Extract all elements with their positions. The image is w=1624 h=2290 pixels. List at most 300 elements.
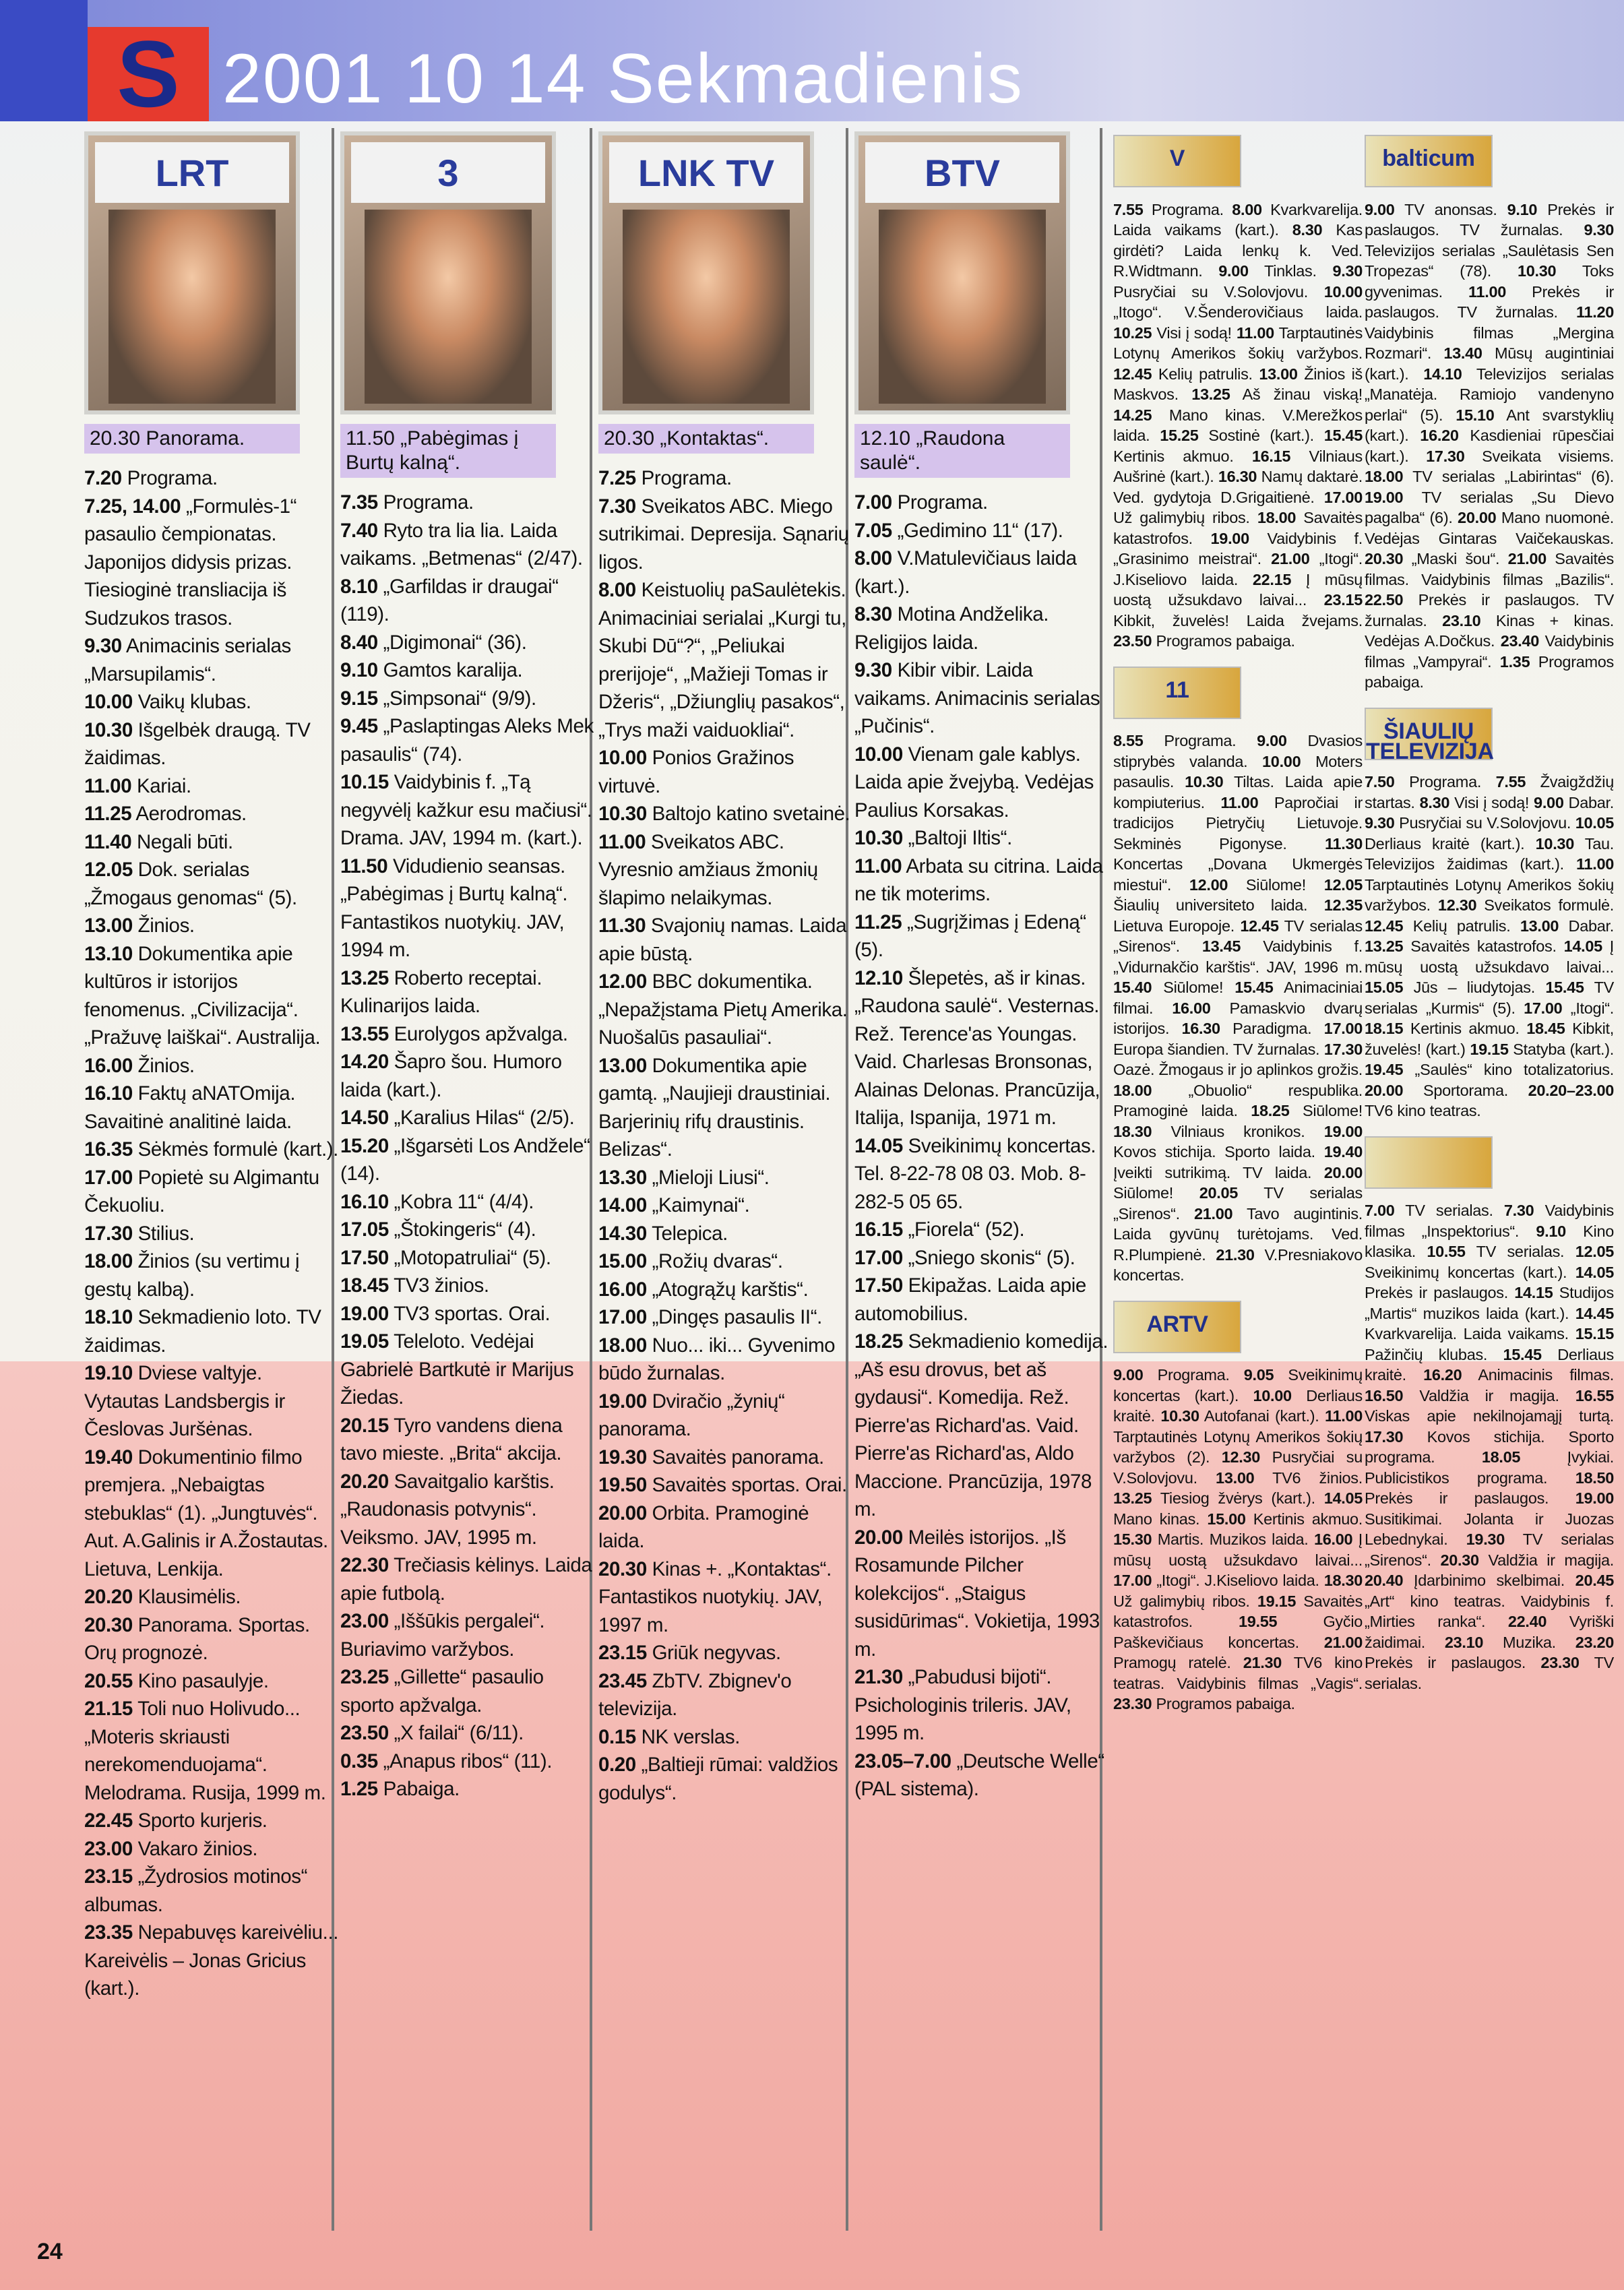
program-photo bbox=[879, 210, 1046, 404]
program-title: Visi į sodą! bbox=[1454, 793, 1530, 811]
channel-logo bbox=[1113, 135, 1241, 187]
program-entry bbox=[84, 1359, 340, 1444]
program-time: 20.45 bbox=[1575, 1572, 1614, 1589]
program-title: Savaitės panorama. bbox=[652, 1446, 824, 1468]
program-time: 8.30 bbox=[854, 603, 892, 625]
program-title: V.Presniakovo koncertas. bbox=[1113, 1245, 1363, 1284]
program-title: Keistuolių paSaulėtekis. Animaciniai serialai „Kurgi tu, Skubi Dū“?“, „Peliukai prerijoje“, „Mažieji Tomas ir Džeris“, „Džiunglių pasakos“, „Trys maži vaiduokliai“. bbox=[598, 579, 846, 741]
program-title: Mano kinas. V.Merežkos laida. bbox=[1113, 406, 1363, 444]
program-entry bbox=[84, 1611, 340, 1667]
program-title: Kibir vibir. Laida vaikams. Animacinis serialas „Pučinis“. bbox=[854, 659, 1100, 737]
program-title: TV serialas „Labirintas“ (6). bbox=[1412, 468, 1614, 485]
program-entry bbox=[84, 1919, 340, 2003]
program-list bbox=[340, 489, 596, 1803]
program-time: 23.00 bbox=[340, 1610, 389, 1632]
program-title: Sveikata visiems. bbox=[1482, 447, 1615, 465]
program-time: 11.25 bbox=[854, 910, 902, 933]
program-time: 20.00 bbox=[854, 1526, 903, 1549]
channel-logo-text: V bbox=[1169, 146, 1185, 171]
program-time: 8.40 bbox=[340, 631, 378, 654]
program-title: Meilės istorijos. „Iš Rosamunde Pilcher kolekcijos“. „Staigus susidūrimas“. Vokietija, 1993 m. bbox=[854, 1526, 1100, 1661]
program-time: 15.20 bbox=[340, 1134, 389, 1157]
program-title: Popietė su Algimantu Čekuoliu. bbox=[84, 1166, 319, 1216]
program-title: „Deutsche Welle“ (PAL sistema). bbox=[854, 1750, 1104, 1800]
program-title: Vaidybinis filmas „Inspektorius“. bbox=[1365, 1202, 1615, 1240]
program-time: 17.00 bbox=[1113, 1572, 1152, 1589]
program-time: 1.25 bbox=[340, 1778, 378, 1800]
program-entry bbox=[84, 912, 340, 940]
program-title: Nepabuvęs kareivėliu... Kareivėlis – Jonas Gricius (kart.). bbox=[84, 1921, 339, 2000]
program-time: 13.10 bbox=[84, 942, 133, 965]
program-time: 13.25 bbox=[340, 966, 389, 989]
program-time: 10.30 bbox=[1518, 262, 1557, 280]
program-time: 15.45 bbox=[1545, 979, 1584, 996]
program-time: 12.45 bbox=[1240, 917, 1279, 935]
program-time: 18.00 bbox=[1257, 509, 1297, 526]
program-title: Prekės ir paslaugos. TV žurnalas. bbox=[1365, 591, 1614, 629]
program-paragraph bbox=[1365, 772, 1614, 1121]
program-time: 18.25 bbox=[1251, 1102, 1290, 1119]
program-photo bbox=[623, 210, 790, 404]
program-title: Tyro vandens diena tavo mieste. „Brita“ akcija. bbox=[340, 1414, 563, 1464]
program-title: Pusryčiai su V.Solovjovu. bbox=[1113, 1448, 1363, 1487]
program-entry bbox=[340, 1020, 596, 1049]
program-title: „Itogi“. J.Kiseliovo laida. bbox=[1156, 1572, 1319, 1589]
program-title: Vaidybinis filmas „Vampyrai“. bbox=[1365, 632, 1614, 671]
program-time: 15.25 bbox=[1160, 427, 1199, 444]
program-entry bbox=[854, 741, 1111, 825]
program-title: Griūk negyvas. bbox=[652, 1642, 781, 1664]
program-time: 14.05 bbox=[1563, 937, 1602, 955]
program-time: 13.00 bbox=[84, 915, 133, 937]
program-time: 18.50 bbox=[1575, 1468, 1615, 1487]
program-title: Trečiasis kėlinys. Laida apie futbolą. bbox=[340, 1554, 592, 1605]
program-time: 0.15 bbox=[598, 1725, 636, 1748]
program-entry bbox=[340, 712, 596, 768]
program-entry bbox=[84, 940, 340, 1052]
program-title: Programa. bbox=[897, 491, 988, 514]
program-title: Kinas + kinas. Vedėjas A.Dočkus. bbox=[1365, 611, 1614, 650]
program-time: 17.00 bbox=[1524, 999, 1563, 1017]
program-time: 15.10 bbox=[1456, 406, 1495, 424]
program-title: TV anonsas. bbox=[1404, 200, 1497, 218]
program-title: Programa. bbox=[1409, 773, 1482, 791]
program-entry bbox=[340, 517, 596, 573]
program-time: 11.00 bbox=[1575, 855, 1614, 873]
program-time: 18.00 bbox=[1113, 1081, 1152, 1099]
program-title: Telepica. bbox=[652, 1222, 728, 1245]
program-time: 23.05–7.00 bbox=[854, 1750, 951, 1772]
program-title: Siūlome! bbox=[1302, 1102, 1363, 1119]
program-time: 15.05 bbox=[1365, 979, 1404, 996]
program-time: 13.00 bbox=[1259, 365, 1298, 383]
program-time: 20.40 bbox=[1365, 1572, 1404, 1589]
program-title: Papročiai ir tradicijos Pietryčių Lietuvoje. Sekminės Pigonyse. bbox=[1113, 793, 1363, 853]
program-title: Kertinis akmuo. bbox=[1410, 1020, 1520, 1037]
program-time: 23.30 bbox=[1113, 1695, 1152, 1712]
channel-column bbox=[854, 131, 1111, 1803]
program-entry bbox=[84, 828, 340, 857]
program-entry bbox=[854, 656, 1111, 741]
program-title: Vakaro žinios. bbox=[137, 1837, 258, 1860]
program-title: Savaitės sportas. Orai. bbox=[652, 1474, 847, 1496]
program-title: Vilniaus Aušrinė (kart.). bbox=[1113, 447, 1363, 485]
program-title: Sostinė (kart.). bbox=[1208, 427, 1314, 444]
program-time: 12.35 bbox=[1323, 896, 1363, 914]
program-title: Vienam gale kablys. Laida apie žvejybą. Vedėjas Paulius Korsakas. bbox=[854, 743, 1094, 822]
program-entry bbox=[340, 685, 596, 713]
program-entry bbox=[598, 1667, 854, 1723]
program-time: 17.30 bbox=[1323, 1040, 1363, 1058]
program-entry bbox=[84, 1835, 340, 1863]
program-title: „Sniego skonis“ (5). bbox=[908, 1246, 1075, 1269]
program-title: Dvasios stiprybės valanda. bbox=[1113, 732, 1363, 770]
program-title: Vyriški žaidimai. bbox=[1365, 1613, 1614, 1651]
program-time: 9.00 bbox=[1365, 200, 1395, 218]
program-title: Tavo augintinis. Laida gyvūnų turėtojams. Ved. R.Plumpienė. bbox=[1113, 1204, 1363, 1264]
program-time: 19.00 bbox=[1210, 529, 1249, 547]
program-title: Vaidybinis f. „Vidurnakčio karštis“. JAV, 1996 m. bbox=[1113, 937, 1363, 976]
program-title: TV6 kino teatras. bbox=[1365, 1102, 1481, 1119]
program-entry bbox=[598, 1220, 854, 1248]
program-time: 17.05 bbox=[340, 1218, 389, 1241]
program-title: Vaidybinis f. „Tą negyvėlį kažkur esu mačiusi“. Drama. JAV, 1994 m. (kart.). bbox=[340, 771, 592, 849]
program-entry bbox=[340, 1719, 596, 1747]
program-title: Kvarkvarelija. Laida vaikams. bbox=[1365, 1325, 1569, 1342]
program-time: 15.15 bbox=[1575, 1325, 1614, 1342]
program-time: 12.05 bbox=[1575, 1243, 1615, 1260]
program-time: 22.50 bbox=[1365, 591, 1404, 609]
program-time: 11.00 bbox=[84, 774, 132, 797]
channel-block bbox=[1113, 667, 1363, 1286]
program-entry bbox=[854, 1747, 1111, 1803]
program-title: Svajonių namas. Laida apie būstą. bbox=[598, 915, 847, 965]
program-time: 16.35 bbox=[84, 1138, 133, 1161]
program-title: Į mūsų uostą užsukdavo laivai... bbox=[1365, 937, 1615, 976]
program-title: TV serialas. bbox=[1476, 1243, 1565, 1260]
program-entry bbox=[84, 1052, 340, 1080]
program-time: 13.25 bbox=[1191, 385, 1230, 403]
program-entry bbox=[598, 576, 854, 744]
program-title: Negali būti. bbox=[137, 830, 233, 853]
program-time: 23.50 bbox=[1113, 632, 1152, 650]
program-time: 8.30 bbox=[1292, 221, 1323, 239]
program-time: 19.05 bbox=[340, 1330, 389, 1353]
program-title: Žinios. bbox=[137, 1054, 195, 1077]
program-title: TV serialas „Kurmis“ (5). bbox=[1365, 979, 1614, 1017]
program-title: Derliaus kraitė. bbox=[1113, 1386, 1363, 1425]
program-time: 14.15 bbox=[1514, 1284, 1553, 1301]
program-title: Už galimybių ribos. bbox=[1113, 509, 1250, 526]
program-title: Sporto kurjeris. bbox=[137, 1809, 268, 1832]
program-title: Pramogų ratelė. bbox=[1113, 1654, 1231, 1671]
program-time: 18.00 bbox=[84, 1250, 133, 1272]
program-title: Vilniaus kronikos. bbox=[1170, 1122, 1305, 1140]
program-entry bbox=[340, 1048, 596, 1104]
program-entry bbox=[340, 1551, 596, 1607]
program-time: 10.00 bbox=[598, 747, 647, 769]
program-time: 10.25 bbox=[1113, 323, 1152, 342]
program-title: Kibkit, žuvelės! (kart.) bbox=[1365, 1020, 1614, 1058]
program-time: 21.30 bbox=[854, 1666, 903, 1688]
program-time: 19.00 bbox=[1365, 488, 1404, 506]
channel-logo bbox=[1365, 1136, 1493, 1189]
program-entry bbox=[340, 1468, 596, 1552]
program-title: Programos pabaiga. bbox=[1365, 652, 1614, 691]
program-time: 11.25 bbox=[84, 803, 132, 825]
program-title: Įveikti sutrikimą. TV laida. bbox=[1113, 1163, 1312, 1181]
program-time: 19.00 bbox=[598, 1390, 647, 1413]
program-title: Sekmadienio komedija. „Aš esu drovus, bet aš gydausi“. Komedija. Rež. Pierre'as Richard'as. Vaid. Pierre'as Richard'as, Aldo Maccione. Prancūzija, 1978 m. bbox=[854, 1330, 1108, 1520]
program-time: 11.30 bbox=[598, 915, 646, 937]
channel-logo-text: ARTV bbox=[1146, 1311, 1208, 1337]
program-time: 14.05 bbox=[1575, 1263, 1614, 1281]
program-title: TV3 sportas. Orai. bbox=[394, 1302, 551, 1325]
program-title: Dok. serialas „Žmogaus genomas“ (5). bbox=[84, 859, 297, 909]
program-title: „Išgarsėti Los Andžele“ (14). bbox=[340, 1134, 590, 1185]
program-title: Europa šiandien. TV žurnalas. bbox=[1113, 1040, 1320, 1058]
program-time: 11.00 bbox=[1220, 793, 1259, 811]
program-time: 18.45 bbox=[1526, 1020, 1565, 1037]
program-time: 9.30 bbox=[1332, 262, 1363, 280]
program-title: Programos pabaiga. bbox=[1156, 632, 1295, 650]
program-time: 9.00 bbox=[1257, 732, 1287, 749]
program-title: TV6 žinios. bbox=[1272, 1468, 1363, 1487]
channel-logo-photo bbox=[854, 131, 1070, 414]
program-entry bbox=[854, 1216, 1111, 1244]
side-column-right bbox=[1365, 135, 1614, 1708]
program-title: Pabaiga. bbox=[383, 1778, 460, 1800]
program-entry bbox=[340, 1188, 596, 1216]
program-title: Kariai. bbox=[137, 774, 191, 797]
program-title: Paradigma. bbox=[1232, 1020, 1312, 1037]
program-title: Ponios Gražinos virtuvė. bbox=[598, 747, 794, 797]
program-title: Roberto receptai. Kulinarijos laida. bbox=[340, 966, 542, 1017]
program-title: Įvykiai. Publicistikos programa. bbox=[1365, 1448, 1615, 1487]
program-time: 20.20 bbox=[84, 1586, 133, 1608]
program-title: „Kobra 11“ (4/4). bbox=[394, 1190, 534, 1213]
program-time: 16.10 bbox=[84, 1082, 133, 1105]
program-title: Programa. bbox=[1157, 1366, 1230, 1384]
program-paragraph bbox=[1113, 731, 1363, 1286]
program-time: 12.30 bbox=[1437, 896, 1477, 914]
program-entry bbox=[84, 1303, 340, 1359]
program-title: Prekės ir paslaugos. bbox=[1365, 1489, 1549, 1507]
program-time: 18.45 bbox=[340, 1274, 389, 1297]
program-time: 20.55 bbox=[84, 1669, 133, 1692]
program-entry bbox=[340, 1132, 596, 1188]
program-title: „Gillette“ pasaulio sporto apžvalga. bbox=[340, 1666, 544, 1716]
program-time: 16.20 bbox=[1420, 427, 1459, 444]
program-entry bbox=[340, 1244, 596, 1272]
program-time: 20.00 bbox=[1365, 1081, 1404, 1099]
program-title: „Mieloji Liusi“. bbox=[652, 1166, 770, 1189]
program-time: 7.00 bbox=[1365, 1202, 1395, 1219]
program-entry bbox=[84, 688, 340, 716]
channel-block bbox=[1365, 708, 1614, 1121]
program-title: Savaitės katastrofos. bbox=[1113, 1592, 1363, 1630]
program-time: 11.30 bbox=[1325, 834, 1363, 853]
program-time: 14.45 bbox=[1575, 1304, 1614, 1322]
program-title: Autofanai (kart.). bbox=[1204, 1407, 1319, 1425]
program-entry bbox=[340, 1328, 596, 1412]
program-time: 15.40 bbox=[1113, 979, 1152, 996]
program-title: „Paslaptingas Aleks Mek pasaulis“ (74). bbox=[340, 715, 594, 766]
program-title: Savaitgalio karštis. „Raudonasis potvynis“. Veiksmo. JAV, 1995 m. bbox=[340, 1470, 555, 1549]
channel-block bbox=[1365, 135, 1614, 693]
program-time: 16.15 bbox=[1251, 447, 1291, 465]
program-time: 12.00 bbox=[598, 970, 647, 993]
program-title: Mano kinas. bbox=[1113, 1510, 1200, 1528]
program-title: NK verslas. bbox=[641, 1725, 741, 1748]
program-entry bbox=[598, 1276, 854, 1304]
program-time: 8.10 bbox=[340, 575, 378, 598]
program-title: Sveikinimų koncertas (kart.). bbox=[1113, 1366, 1363, 1404]
program-title: Vaikų klubas. bbox=[137, 691, 251, 713]
program-time: 21.00 bbox=[1193, 1204, 1233, 1223]
program-entry bbox=[340, 1412, 596, 1468]
program-entry bbox=[84, 632, 340, 688]
program-time: 14.10 bbox=[1423, 365, 1462, 383]
program-title: Aš žinau viską! bbox=[1242, 385, 1363, 403]
highlight-program: 12.10 „Raudona saulė“. bbox=[854, 424, 1070, 478]
program-entry bbox=[84, 716, 340, 772]
program-title: „Atogrąžų karštis“. bbox=[652, 1278, 809, 1301]
program-title: Siūlome! bbox=[1163, 979, 1224, 996]
program-photo bbox=[365, 210, 532, 404]
channel-block bbox=[1365, 1136, 1614, 1694]
program-title: Kino klasika. bbox=[1365, 1222, 1614, 1260]
program-title: Kovos stichija. Sporto laida. bbox=[1113, 1143, 1315, 1161]
program-time: 11.00 bbox=[854, 855, 902, 877]
program-time: 17.30 bbox=[84, 1222, 133, 1245]
program-time: 22.45 bbox=[84, 1809, 133, 1832]
program-time: 13.45 bbox=[1201, 937, 1241, 955]
program-entry bbox=[340, 1663, 596, 1719]
program-title: „Kaimynai“. bbox=[652, 1194, 750, 1216]
program-time: 7.50 bbox=[1365, 773, 1395, 791]
program-title: Programa. bbox=[1151, 200, 1224, 218]
channel-block bbox=[1113, 135, 1363, 652]
program-time: 13.25 bbox=[1365, 937, 1404, 955]
program-title: Klausimėlis. bbox=[137, 1586, 241, 1608]
program-title: Teleloto. Vedėjai Gabrielė Bartkutė ir Marijus Žiedas. bbox=[340, 1330, 574, 1409]
program-entry bbox=[340, 1216, 596, 1244]
program-time: 19.00 bbox=[1575, 1489, 1614, 1507]
program-time: 10.05 bbox=[1575, 814, 1614, 832]
program-entry bbox=[340, 573, 596, 629]
program-title: Susitikimai. Jolanta ir Juozas Lebednykai. bbox=[1365, 1510, 1614, 1548]
program-title: Dabar. bbox=[1568, 917, 1614, 935]
program-title: Dokumentika apie gamtą. „Naujieji draustiniai. Barjerinių rifų draustinis. Belizas“. bbox=[598, 1054, 831, 1161]
program-time: 12.30 bbox=[1221, 1448, 1261, 1466]
program-time: 15.00 bbox=[1207, 1510, 1246, 1528]
highlight-program: 20.30 Panorama. bbox=[84, 424, 300, 454]
program-time: 11.20 bbox=[1575, 303, 1614, 321]
program-time: 23.40 bbox=[1500, 632, 1540, 650]
program-time: 9.15 bbox=[340, 687, 378, 710]
program-time: 20.30 bbox=[84, 1613, 133, 1636]
program-time: 21.00 bbox=[1507, 550, 1547, 567]
program-time: 7.00 bbox=[854, 491, 892, 514]
program-time: 13.55 bbox=[340, 1022, 389, 1045]
program-time: 12.05 bbox=[84, 859, 133, 881]
program-title: Kertinis akmuo. bbox=[1253, 1510, 1363, 1528]
program-entry bbox=[598, 1192, 854, 1220]
program-time: 16.00 bbox=[1314, 1530, 1353, 1548]
program-time: 19.00 bbox=[340, 1302, 389, 1325]
program-title: Kelių patrulis. bbox=[1158, 365, 1253, 383]
program-entry bbox=[84, 856, 340, 912]
program-title: Pusryčiai su V.Solovjovu. bbox=[1399, 814, 1571, 832]
channel-logo bbox=[1113, 1301, 1241, 1353]
program-time: 21.30 bbox=[1243, 1654, 1282, 1671]
day-letter: S bbox=[88, 27, 209, 121]
program-entry bbox=[598, 1471, 854, 1499]
program-time: 21.00 bbox=[1323, 1633, 1363, 1651]
program-time: 9.30 bbox=[84, 635, 122, 657]
program-entry bbox=[598, 912, 854, 968]
program-title: Stilius. bbox=[137, 1222, 195, 1245]
program-time: 20.05 bbox=[1199, 1184, 1239, 1202]
program-time: 11.00 bbox=[598, 830, 646, 853]
program-title: „Gedimino 11“ (17). bbox=[897, 519, 1063, 542]
program-title: Dokumentika apie kultūros ir istorijos fenomenus. „Civilizacija“. „Pražuvę laiškai“. Australija. bbox=[84, 942, 321, 1049]
program-time: 18.05 bbox=[1481, 1448, 1521, 1466]
program-title: Dabar. bbox=[1568, 793, 1614, 811]
program-time: 8.00 bbox=[854, 547, 892, 569]
program-entry bbox=[84, 1444, 340, 1584]
program-entry bbox=[84, 772, 340, 801]
program-title: Koncertas „Dovana Ukmergės miestui“. bbox=[1113, 855, 1363, 894]
program-title: Tinklas. bbox=[1264, 262, 1317, 280]
program-entry bbox=[84, 1136, 340, 1164]
program-time: 15.45 bbox=[1235, 979, 1274, 996]
program-title: „X failai“ (6/11). bbox=[394, 1722, 524, 1744]
program-time: 16.55 bbox=[1575, 1386, 1615, 1404]
channel-logo-text: balticum bbox=[1382, 146, 1475, 171]
program-entry bbox=[598, 1639, 854, 1667]
program-title: Tarptautinės Lotynų Amerikos šokių varžybos. bbox=[1113, 323, 1363, 362]
program-title: Savaitės katastrofos. bbox=[1113, 509, 1363, 547]
program-title: Ekipažas. Laida apie automobilius. bbox=[854, 1274, 1086, 1325]
program-photo bbox=[108, 210, 276, 404]
program-title: Lietuva Europoje. bbox=[1113, 917, 1235, 935]
program-title: Martis. Muzikos laida. bbox=[1157, 1530, 1309, 1548]
program-title: Pažinčių klubas. bbox=[1365, 1345, 1488, 1363]
program-time: 11.00 bbox=[1325, 1407, 1363, 1425]
program-entry bbox=[854, 1244, 1111, 1272]
program-entry bbox=[84, 1220, 340, 1248]
program-time: 23.10 bbox=[1444, 1633, 1484, 1651]
program-time: 12.45 bbox=[1113, 365, 1152, 383]
program-title: Sekmadienio loto. TV žaidimas. bbox=[84, 1306, 321, 1357]
program-time: 23.10 bbox=[1442, 611, 1481, 629]
program-title: Už galimybių ribos. bbox=[1113, 1592, 1250, 1610]
program-time: 14.50 bbox=[340, 1107, 389, 1129]
program-title: „Baltoji Iltis“. bbox=[908, 827, 1012, 849]
program-entry bbox=[854, 1524, 1111, 1664]
program-title: Statyba (kart.). bbox=[1513, 1040, 1615, 1058]
program-title: Baltojo katino svetainė. bbox=[652, 803, 850, 825]
program-title: Tiltas. Laida apie kompiuterius. bbox=[1113, 773, 1363, 811]
program-time: 16.10 bbox=[340, 1190, 389, 1213]
program-title: Programos pabaiga. bbox=[1156, 1695, 1295, 1712]
program-time: 14.00 bbox=[598, 1194, 647, 1216]
program-title: Kasdieniai rūpesčiai (kart.). bbox=[1365, 427, 1615, 465]
program-entry bbox=[598, 828, 854, 912]
program-title: Dviese valtyje. Vytautas Landsbergis ir Česlovas Juršėnas. bbox=[84, 1362, 285, 1440]
